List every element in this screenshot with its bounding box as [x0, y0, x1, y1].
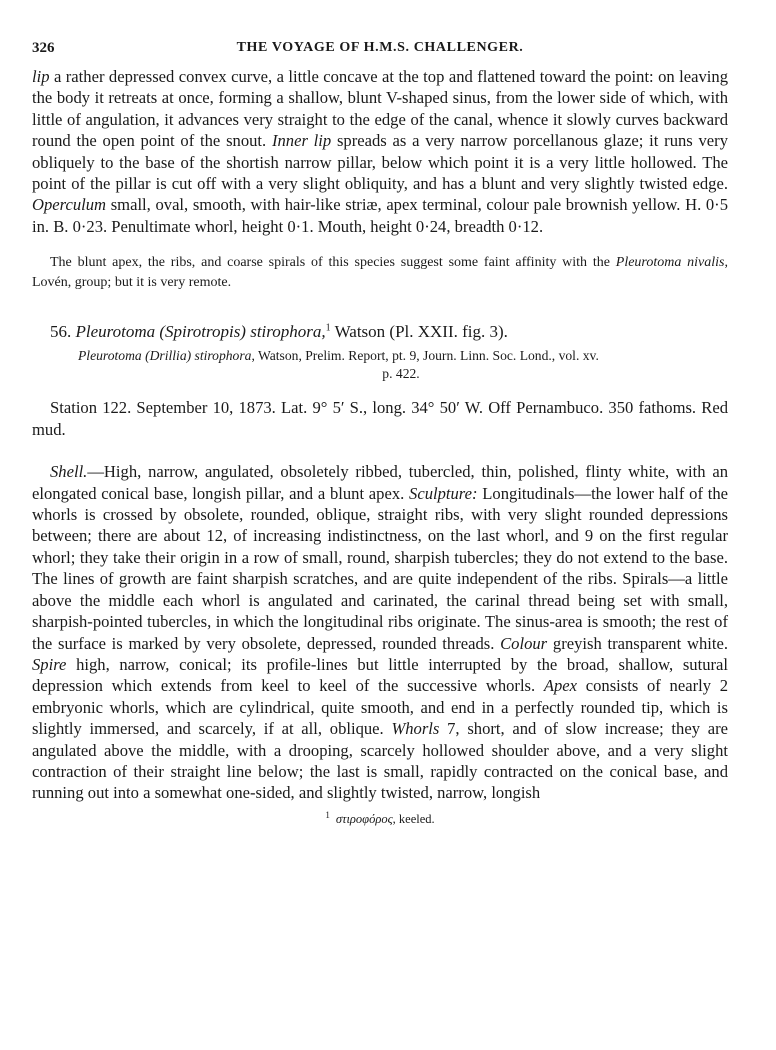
inner-lip-text: spreads as a very narrow porcellanous glaze; it runs very obliquely to the base of the shortish narrow pillar, below which point it is a very little hollowed. The point of the pillar is cut off with a very slight obliquity, and has a blunt and very slightly twisted edge.: [32, 131, 728, 194]
running-title: THE VOYAGE OF H.M.S. CHALLENGER.: [236, 40, 524, 55]
whorls-label: Whorls: [391, 719, 440, 739]
shell-label: Shell.: [50, 462, 88, 482]
shell-description: [32, 461, 728, 804]
synonym-citation: , Watson, Prelim. Report, pt. 9, Journ. Linn. Soc. Lond., vol. xv.: [251, 348, 599, 364]
spire-label: Spire: [32, 654, 67, 674]
note-text-after: , Lovén, group; but it is very remote.: [32, 255, 728, 291]
footnote: [32, 810, 728, 827]
synonym-name: Pleurotoma (Drillia) stirophora: [78, 348, 252, 364]
page: [32, 40, 728, 827]
running-head: [32, 40, 728, 66]
page-number: 326: [32, 40, 55, 56]
continued-description: [32, 66, 728, 237]
species-number: 56.: [50, 322, 72, 342]
synonymy: [32, 347, 728, 383]
affinity-note: [32, 253, 728, 293]
shell-paragraph: [32, 461, 728, 804]
species-heading: [32, 321, 728, 343]
note-taxon: Pleurotoma nivalis: [615, 255, 725, 271]
species-epithet: stirophora,: [250, 322, 326, 342]
operculum-text: small, oval, smooth, with hair-like striæ, apex terminal, colour pale brownish yellow. H. 0·5 in. B. 0·23. Penultimate whorl, height 0·1. Mouth, height 0·24, breadth 0·12.: [32, 195, 728, 236]
species-genus: Pleurotoma: [75, 322, 156, 342]
colour-text: greyish transparent white.: [547, 633, 728, 653]
sculpture-label: Sculpture:: [409, 483, 478, 503]
inner-lip-label: Inner lip: [271, 131, 332, 151]
sculpture-text: Longitudinals—the lower half of the whorls is crossed by obsolete, rounded, oblique, straight ribs, with very slight rounded depressions between; there are about 12, of increasing indistinctness, on the last whorl, and 9 on the first regular whorl; they take their origin in a row of small, round, sharpish tubercles; they do not extend to the base. The lines of growth are faint sharpish scratches, and are quite independent of the ribs. Spirals—a little above the middle each whorl is angulated and carinated, the carinal thread being set with small, sharpish-pointed tubercles, in which the longitudinal ribs originate. The sinus-area is smooth; the rest of the surface is marked by very obsolete, depressed, rounded threads.: [32, 483, 728, 653]
shell-intro: —High, narrow, angulated, obsoletely ribbed, tubercled, thin, polished, flinty white, with an elongated conical base, longish pillar, and a blunt apex.: [32, 462, 728, 503]
footnote-reference: 1: [325, 322, 331, 334]
colour-label: Colour: [500, 633, 548, 653]
continued-paragraph: [32, 66, 728, 237]
apex-label: Apex: [543, 676, 578, 696]
synonym-page: p. 422.: [382, 366, 420, 382]
note-text-before: The blunt apex, the ribs, and coarse spirals of this species suggest some faint affinity with the: [50, 255, 616, 271]
species-authority: Watson (Pl. XXII. fig. 3).: [334, 322, 508, 342]
apex-text: consists of nearly 2 embryonic whorls, which are cylindrical, quite smooth, and end in a perfectly rounded tip, which is slightly immersed, and scarcely, if at all, oblique.: [32, 676, 729, 739]
spire-text: high, narrow, conical; its profile-lines but little interrupted by the broad, shallow, sutural depression which extends from keel to keel of the successive whorls.: [32, 654, 728, 696]
footnote-greek: στιροφόρος: [335, 811, 393, 826]
station-record: Station 122. September 10, 1873. Lat. 9° 5′ S., long. 34° 50′ W. Off Pernambuco. 350 fathoms. Red mud.: [32, 398, 728, 440]
footnote-mark: 1: [325, 809, 330, 820]
species-entry: [32, 321, 728, 441]
lip-label: lip: [32, 67, 50, 86]
lip-text: a rather depressed convex curve, a little concave at the top and flattened toward the point: on leaving the body it retreats at once, forming a shallow, blunt V-shaped sinus, from the lower side of which, with little of angulation, it advances very straight to the edge of the canal, whence it slowly curves backward round the open point of the snout.: [32, 67, 728, 151]
whorls-text: 7, short, and of slow increase; they are angulated above the middle, with a drooping, scarcely hollowed shoulder above, and a very slight contraction of their straight line below; the last is small, rapidly contracted on the conical base, and running out into a somewhat one-sided, and slightly twisted, narrow, longish: [32, 719, 728, 803]
operculum-label: Operculum: [32, 195, 107, 215]
footnote-gloss: , keeled.: [392, 811, 435, 826]
species-subgenus: (Spirotropis): [159, 322, 246, 342]
